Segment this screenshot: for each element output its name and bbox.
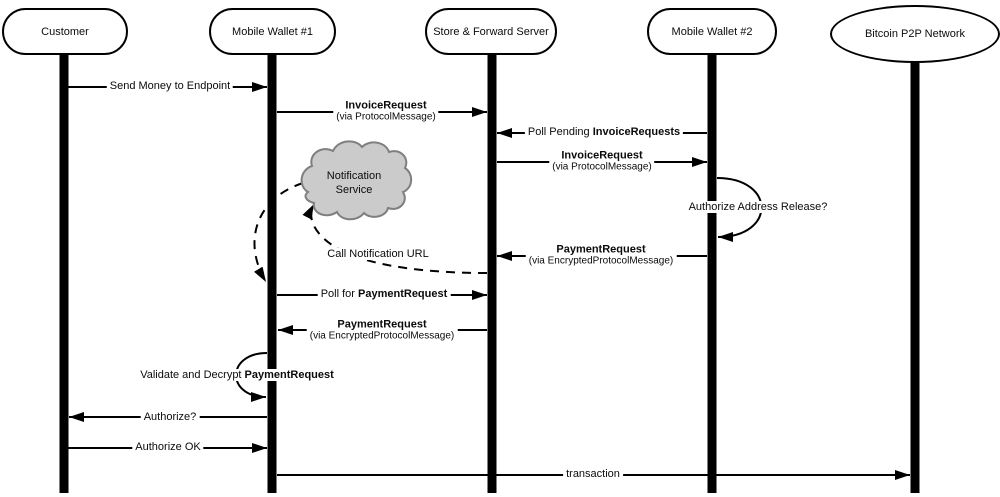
message-label-payment-request-2: PaymentRequest (via EncryptedProtocolMessage) bbox=[307, 319, 458, 342]
actor-bitcoin-p2p-network bbox=[830, 5, 1000, 63]
actor-mobile-wallet-2-label: Mobile Wallet #2 bbox=[671, 25, 753, 38]
lifeline-bitcoin-p2p bbox=[911, 62, 920, 493]
lifeline-mobile-wallet-2 bbox=[708, 54, 717, 493]
message-label-call-notification-url: Call Notification URL bbox=[324, 248, 431, 260]
actor-mobile-wallet-1-label: Mobile Wallet #1 bbox=[232, 25, 313, 38]
message-label-poll-for-paymentrequest: Poll for PaymentRequest bbox=[318, 288, 451, 300]
actor-customer bbox=[2, 8, 128, 55]
actor-store-forward-server-label: Store & Forward Server bbox=[433, 25, 549, 38]
message-label-transaction: transaction bbox=[563, 468, 623, 480]
actor-mobile-wallet-2 bbox=[647, 8, 777, 55]
message-label-authorize: Authorize? bbox=[141, 411, 200, 423]
lifeline-customer bbox=[60, 54, 69, 493]
message-label-poll-pending: Poll Pending InvoiceRequests bbox=[525, 126, 683, 138]
cloud-label-line1: Notification bbox=[326, 170, 382, 182]
message-label-authorize-ok: Authorize OK bbox=[132, 441, 203, 453]
message-label-validate-decrypt: Validate and Decrypt PaymentRequest bbox=[137, 369, 337, 381]
actor-mobile-wallet-1 bbox=[209, 8, 336, 55]
notification-service-label bbox=[327, 169, 381, 197]
actor-customer-label: Customer bbox=[41, 25, 89, 38]
message-label-payment-request-1: PaymentRequest (via EncryptedProtocolMessage) bbox=[526, 244, 677, 267]
message-label-send-money: Send Money to Endpoint bbox=[107, 80, 233, 92]
cloud-label-line2: Service bbox=[335, 184, 373, 196]
message-label-authorize-address-release: Authorize Address Release? bbox=[686, 201, 831, 213]
lifeline-mobile-wallet-1 bbox=[268, 54, 277, 493]
actor-bitcoin-p2p-network-label: Bitcoin P2P Network bbox=[864, 28, 966, 40]
message-label-invoice-request-2: InvoiceRequest (via ProtocolMessage) bbox=[549, 150, 654, 173]
actor-store-forward-server bbox=[425, 8, 557, 55]
lifeline-store-forward-server bbox=[488, 54, 497, 493]
message-label-invoice-request-1: InvoiceRequest (via ProtocolMessage) bbox=[333, 100, 438, 123]
dashed-arrow-notify-wallet-1 bbox=[254, 183, 303, 282]
